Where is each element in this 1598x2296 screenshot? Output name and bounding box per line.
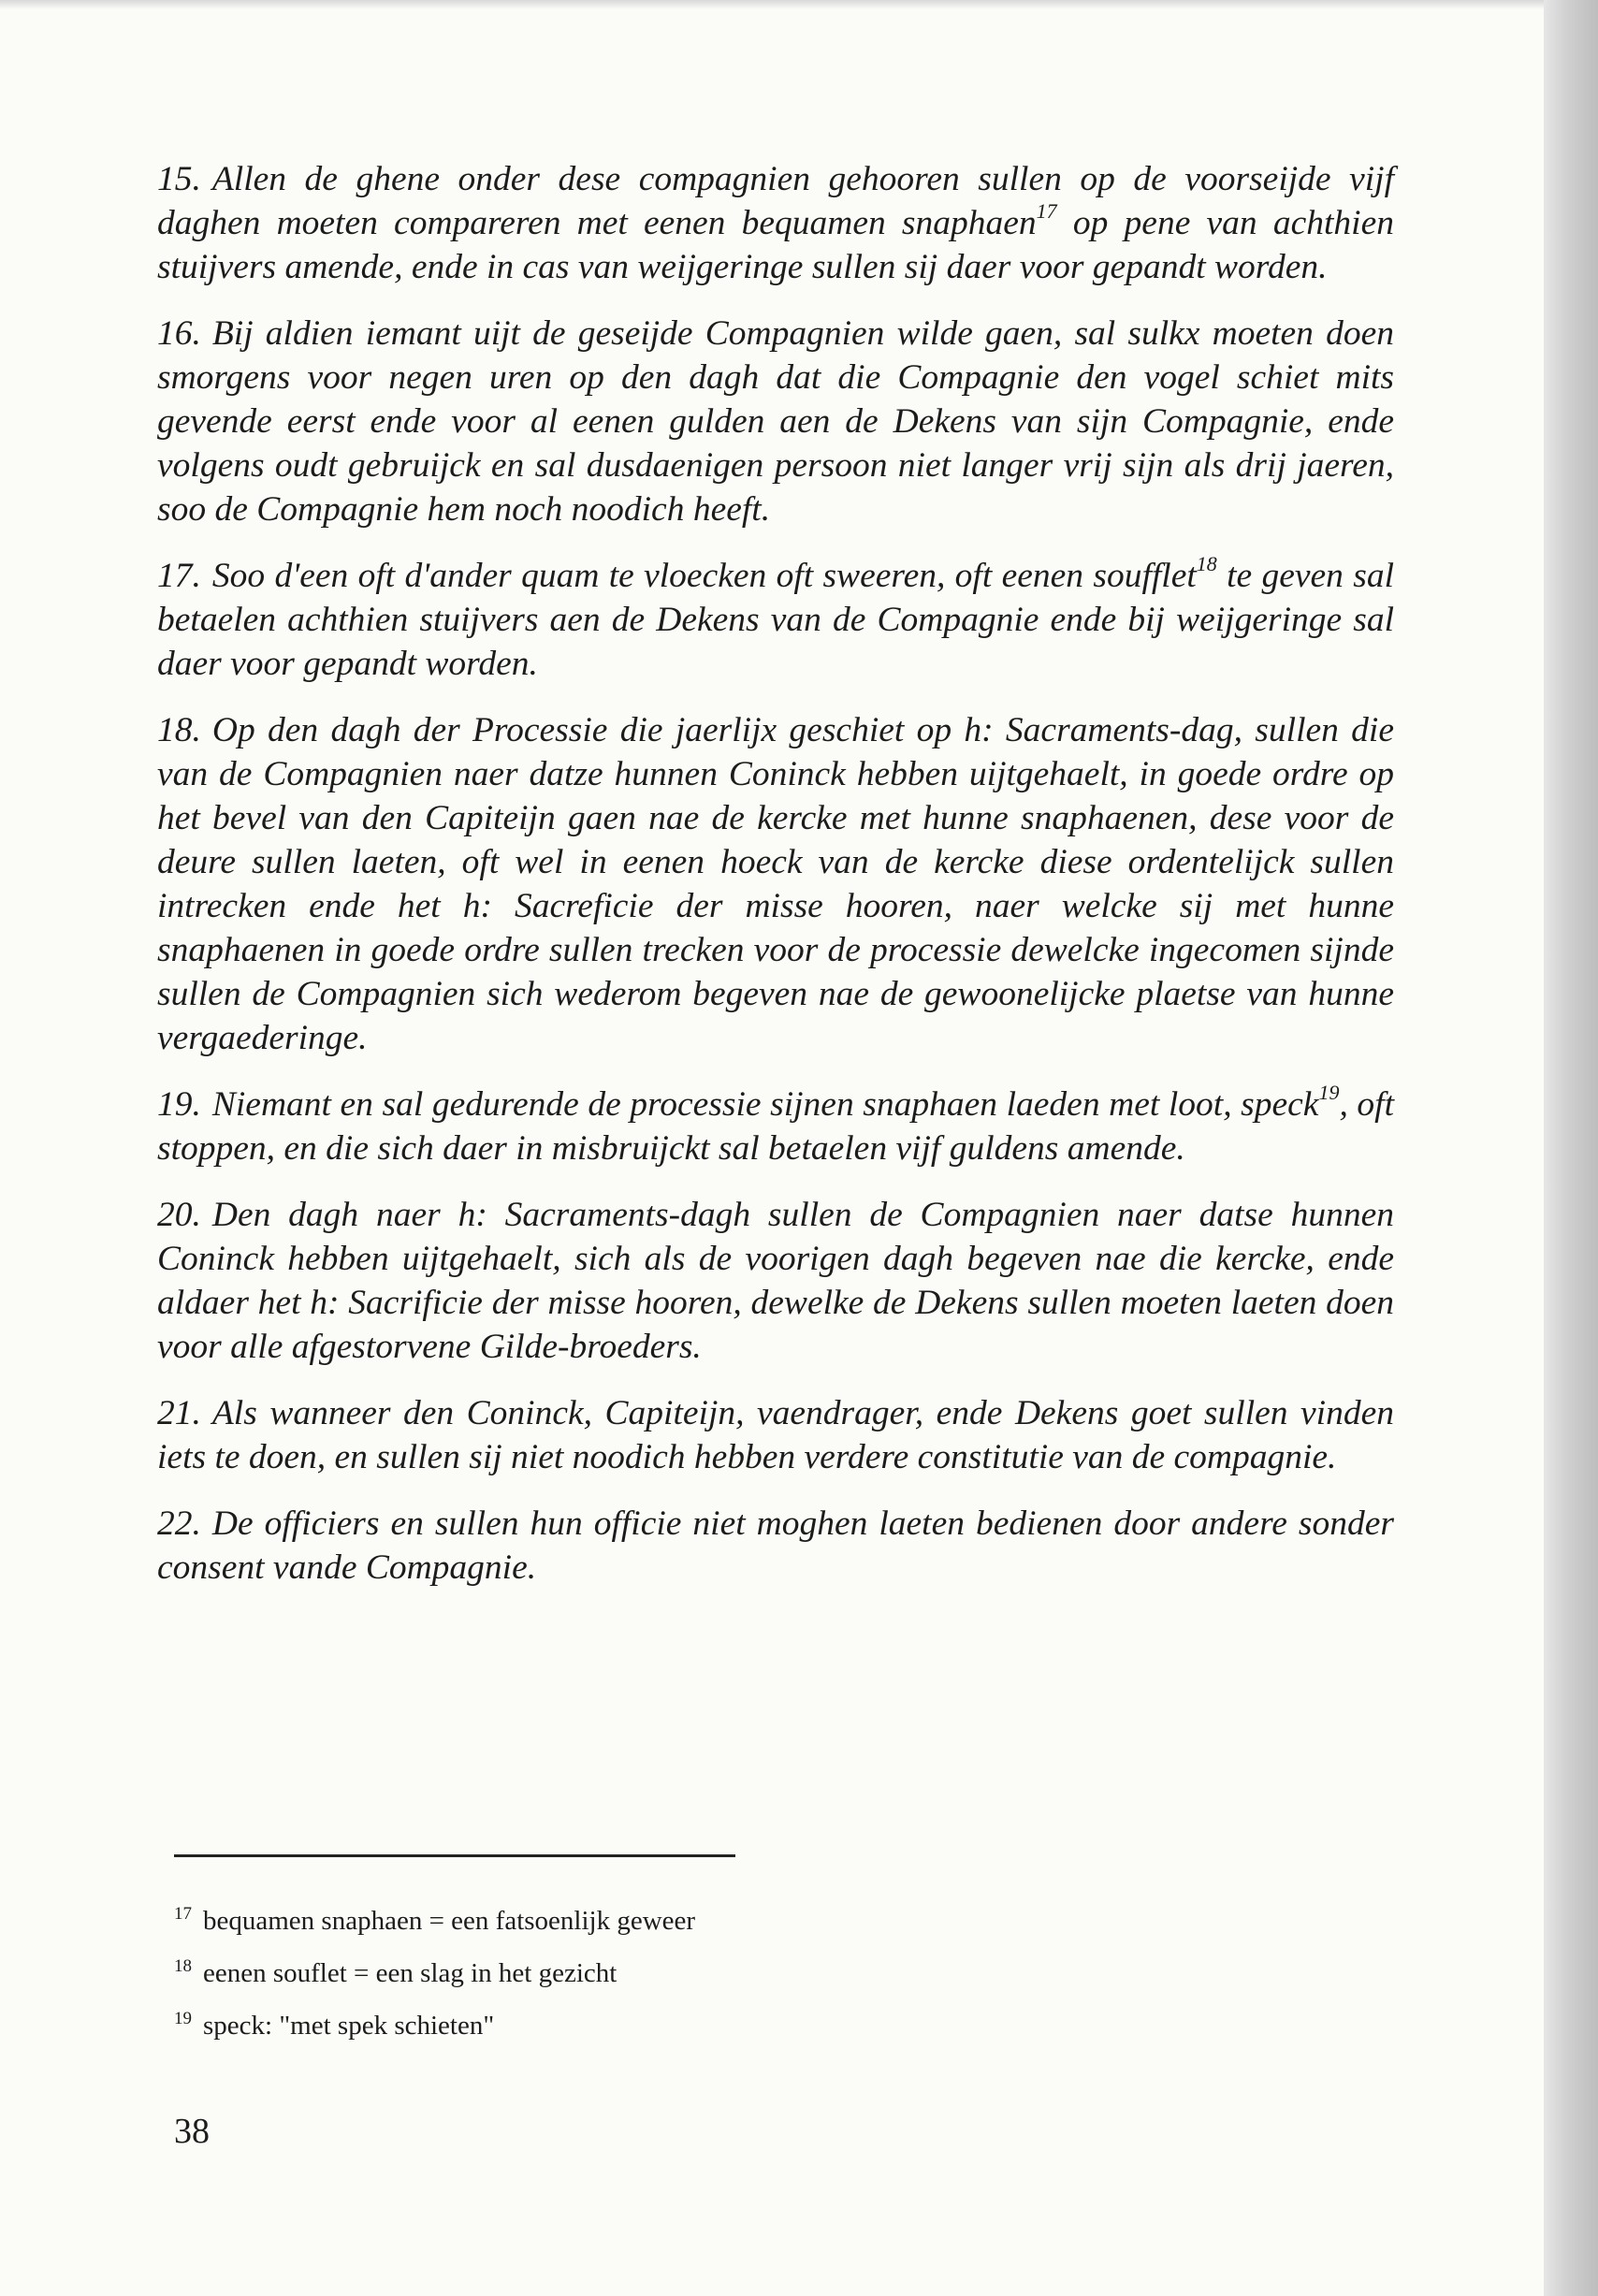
article-number: 19. [157,1085,201,1124]
footnote-item [174,1957,1203,1989]
article-paragraph [157,157,1394,289]
article-paragraph [157,312,1394,531]
article-number: 15. [157,160,201,198]
article-paragraph [157,1391,1394,1479]
article-paragraph [157,1502,1394,1590]
article-paragraph [157,708,1394,1060]
article-text: te geven sal betaelen achthien stuijvers aen de Dekens van de Compagnie ende bij weijgeringe sal daer voor gepandt worden. [157,557,1394,683]
footnote-number: 17 [174,1904,192,1925]
article-number: 18. [157,711,201,749]
article-text: Op den dagh der Processie die jaerlijx geschiet op h: Sacraments-dag, sullen die van de Compagnien naer datze hunnen Coninck hebben uijtgehaelt, in goede ordre op het bevel van den Capiteijn gaen nae de kercke met hunne snaphaenen, dese voor de deure sullen laeten, oft wel in eenen hoeck van de kercke diese ordentelijck sullen intrecken ende het h: Sacreficie der misse hooren, naer welcke sij met hunne snaphaenen in goede ordre sullen trecken voor de processie dewelcke ingecomen sijnde sullen de Compagnien sich wederom begeven nae de gewoonelijcke plaetse van hunne vergaederinge. [157,711,1394,1057]
article-text: op pene van achthien stuijvers amende, ende in cas van weijgeringe sullen sij daer voor gepandt worden. [157,204,1394,286]
article-text: Bij aldien iemant uijt de geseijde Compagnien wilde gaen, sal sulkx moeten doen smorgens voor negen uren op den dagh dat die Compagnie den vogel schiet mits gevende eerst ende voor al eenen gulden aen de Dekens van sijn Compagnie, ende volgens oudt gebruijck en sal dusdaenigen persoon niet langer vrij sijn als drij jaeren, soo de Compagnie hem noch noodich heeft. [157,314,1394,529]
article-text: Den dagh naer h: Sacraments-dagh sullen de Compagnien naer datse hunnen Coninck hebben uijtgehaelt, sich als de voorigen dagh begeven nae die kercke, ende aldaer het h: Sacrificie der misse hooren, dewelke de Dekens sullen moeten laeten doen voor alle afgestorvene Gilde-broeders. [157,1196,1394,1366]
article-number: 17. [157,557,201,595]
article-text: De officiers en sullen hun officie niet moghen laeten bedienen door andere sonder consent vande Compagnie. [157,1504,1394,1587]
footnote-separator [174,1854,735,1857]
scan-top-shadow [0,0,1544,9]
article-paragraph [157,1193,1394,1369]
footnote-number: 18 [174,1956,192,1977]
footnote-reference: 17 [1036,198,1057,223]
article-number: 21. [157,1394,201,1432]
footnote-text: bequamen snaphaen = een fatsoenlijk geweer [203,1906,696,1936]
footnote-item [174,2010,1203,2042]
article-number: 20. [157,1196,201,1234]
page-number: 38 [174,2112,210,2151]
footnote-reference: 18 [1196,551,1217,575]
article-paragraph [157,1080,1394,1170]
footnote-text: speck: "met spek schieten" [203,2011,495,2041]
article-text: Allen de ghene onder dese compagnien gehooren sullen op de voorseijde vijf daghen moeten compareren met eenen bequamen snaphaen [157,160,1394,242]
article-text: Niemant en sal gedurende de processie sijnen snaphaen laeden met loot, speck [211,1085,1319,1124]
article-list [157,157,1394,1612]
article-number: 16. [157,314,201,353]
footnote-item [174,1905,1203,1937]
footnote-reference: 19 [1318,1080,1340,1104]
article-text: , oft stoppen, en die sich daer in misbruijckt sal betaelen vijf guldens amende. [157,1085,1394,1168]
article-text: Als wanneer den Coninck, Capiteijn, vaendrager, ende Dekens goet sullen vinden iets te doen, en sullen sij niet noodich hebben verdere constitutie van de compagnie. [157,1394,1394,1476]
footnote-list [174,1905,1203,2062]
article-paragraph [157,551,1394,686]
article-number: 22. [157,1504,201,1543]
footnote-text: eenen souflet = een slag in het gezicht [203,1958,617,1988]
article-text: Soo d'een oft d'ander quam te vloecken oft sweeren, oft eenen soufflet [211,557,1197,595]
footnote-number: 19 [174,2009,192,2029]
scan-binding-edge [1544,0,1598,2296]
